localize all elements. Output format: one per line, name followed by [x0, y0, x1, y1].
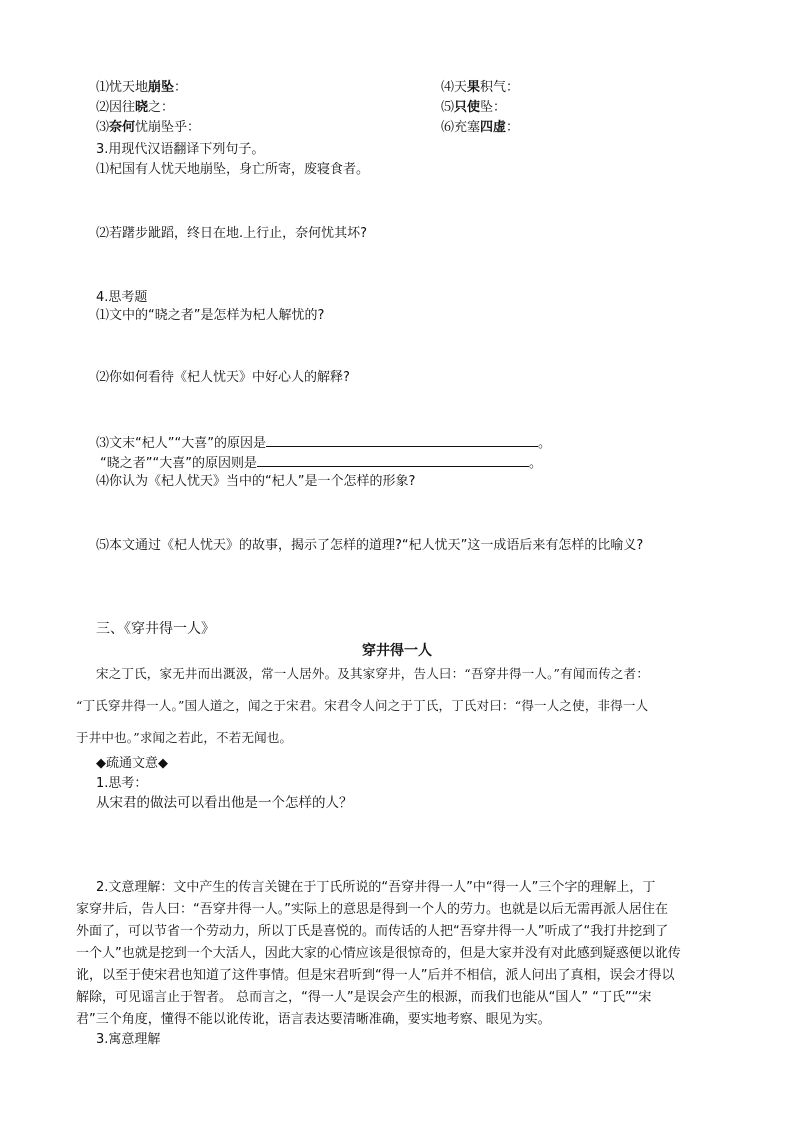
vocab-item-1: ⑴忧天地崩坠：: [96, 80, 188, 95]
vocab-item-2: ⑵因往晓之：: [96, 100, 175, 115]
explanation-line-7: 君”三个角度，懂得不能以讹传讹，语言表达要清晰准确，要实地考察、眼见为实。: [76, 1012, 551, 1027]
explanation-line-1: 2.文意理解：文中产生的传言关键在于丁氏所说的“吾穿井得一人”中“得一人”三个字的理解上，丁: [96, 880, 656, 895]
q4-question-1: ⑴文中的“晓之者”是怎样为杞人解忧的?: [96, 308, 325, 323]
section-heading: 三、《穿井得一人》: [96, 621, 215, 637]
q4-question-4: ⑷你认为《杞人忧天》当中的“杞人”是一个怎样的形象?: [96, 474, 416, 489]
q4-question-3a: ⑶文末“杞人”“大喜”的原因是 。: [96, 432, 551, 453]
answer-blank-2[interactable]: [257, 452, 529, 467]
q3-sentence-2: ⑵若躇步跐蹈，终日在地.上行止，奈何忧其坏?: [96, 226, 368, 241]
vocab-item-3: ⑶奈何忧崩坠乎：: [96, 120, 201, 135]
s3-question-1: 1.思考：: [96, 776, 148, 791]
s3-question-3: 3.寓意理解: [96, 1032, 161, 1047]
answer-blank-1[interactable]: [266, 432, 538, 447]
explanation-line-2: 家穿井后，告人曰：“吾穿井得一人。”实际上的意思是得到一个人的劳力。也就是以后无需再派人居住在: [76, 902, 668, 917]
explanation-line-4: 一个人”也就是挖到一个大活人，因此大家的心情应该是很惊奇的，但是大家并没有对此感到疑惑便以讹传: [76, 946, 681, 961]
q3-sentence-1: ⑴杞国有人忧天地崩坠，身亡所寄，废寝食者。: [96, 162, 370, 177]
q4-heading: 4.思考题: [96, 290, 148, 305]
q4-question-2: ⑵你如何看待《杞人忧天》中好心人的解释?: [96, 370, 350, 385]
passage-line-3: 于井中也。”求闻之若此，不若无闻也。: [76, 730, 293, 745]
passage-title: 穿井得一人: [362, 643, 432, 659]
s3-question-1-text: 从宋君的做法可以看出他是一个怎样的人？: [96, 795, 353, 811]
q4-question-5: ⑸本文通过《杞人忧天》的故事，揭示了怎样的道理?“杞人忧天”这一成语后来有怎样的比喻义?: [96, 538, 644, 553]
explanation-line-6: 解除，可见谣言止于智者。 总而言之，“得一人”是误会产生的根源，而我们也能从“国人” “丁氏”“宋: [76, 990, 652, 1005]
vocab-item-5: ⑸只使坠：: [441, 100, 507, 115]
explanation-line-3: 外面了，可以节省一个劳动力，所以丁氏是喜悦的。而传话的人把“吾穿井得一人”听成了“我打井挖到了: [76, 924, 669, 939]
q3-heading: 3.用现代汉语翻译下列句子。: [96, 142, 265, 157]
explanation-line-5: 讹，以至于使宋君也知道了这件事情。但是宋君听到“得一人”后并不相信，派人问出了真相，误会才得以: [76, 968, 675, 983]
vocab-item-4: ⑷天果积气：: [441, 80, 520, 95]
subheading: ◆疏通文意◆: [96, 756, 168, 771]
vocab-item-6: ⑹充塞四虚：: [441, 120, 520, 135]
passage-line-1: 宋之丁氏，家无井而出溉汲，常一人居外。及其家穿井，告人曰：“吾穿井得一人。”有闻而传之者：: [96, 666, 650, 681]
passage-line-2: “丁氏穿井得一人。”国人道之，闻之于宋君。宋君令人问之于丁氏，丁氏对曰：“得一人之使，非得一人: [76, 698, 649, 713]
q4-question-3b: “晓之者”“大喜”的原因则是 。: [100, 452, 542, 473]
